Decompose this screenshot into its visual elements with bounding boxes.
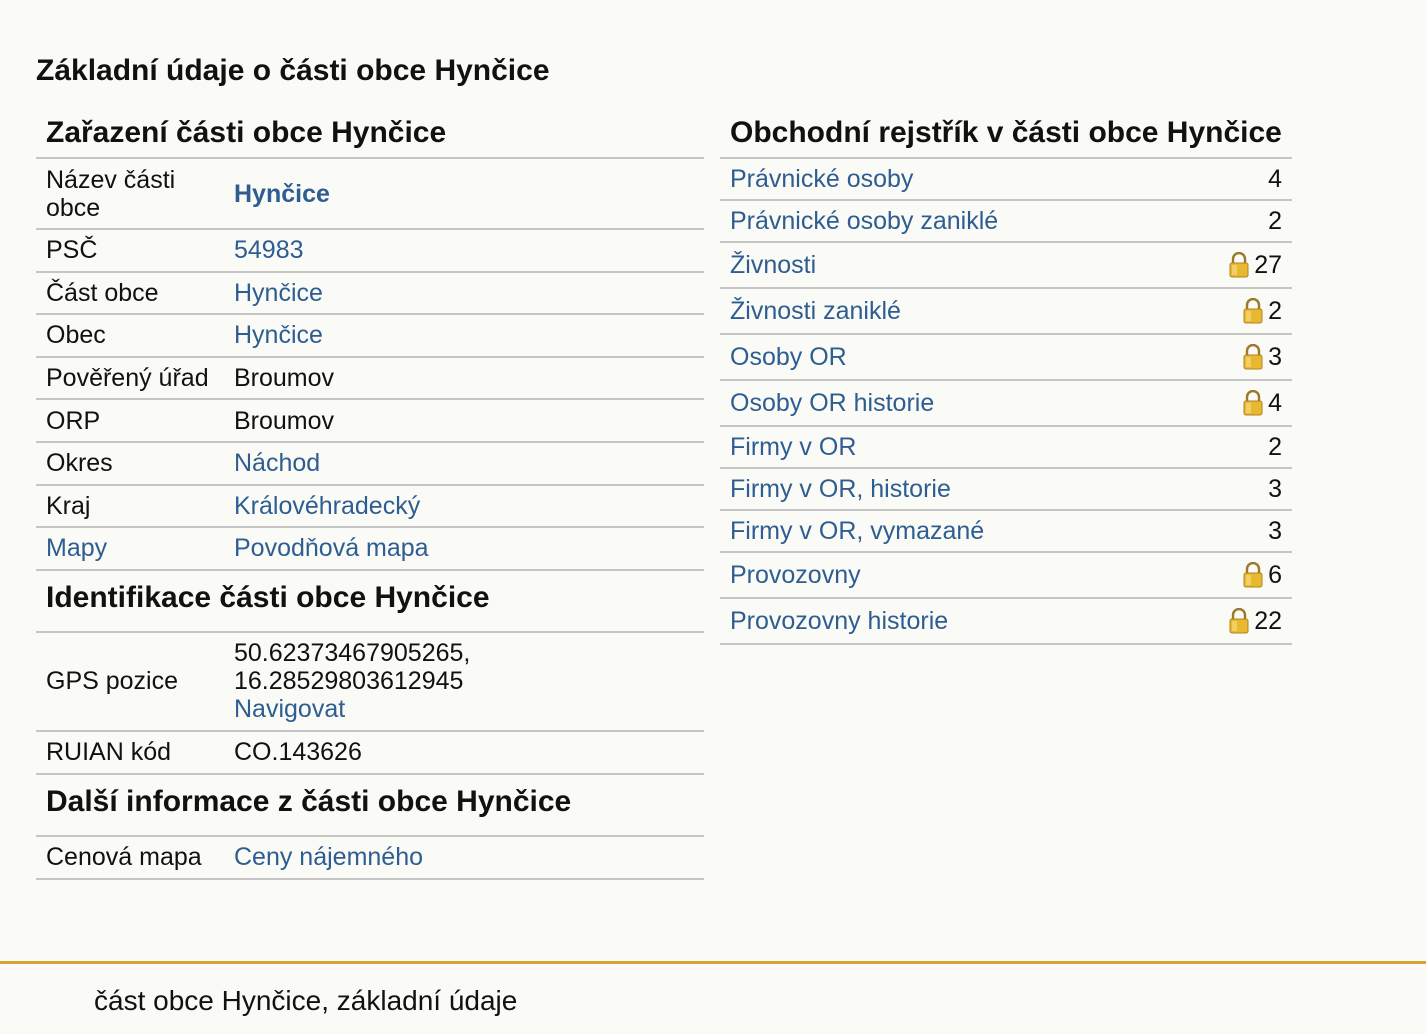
- registry-link[interactable]: Firmy v OR, historie: [730, 474, 951, 503]
- registry-link[interactable]: Provozovny: [730, 560, 861, 589]
- registry-link[interactable]: Osoby OR: [730, 342, 847, 371]
- registry-count-cell: [1242, 343, 1282, 372]
- section-title-rejstrik: Obchodní rejstřík v části obce Hynčice: [720, 108, 1292, 159]
- okres-link[interactable]: Náchod: [234, 449, 321, 478]
- registry-link[interactable]: Firmy v OR, vymazané: [730, 516, 985, 545]
- registry-count: 27: [1254, 250, 1282, 279]
- footer-divider: [0, 961, 1426, 964]
- row-label: Obec: [46, 321, 106, 350]
- registry-count: 3: [1268, 342, 1282, 371]
- registry-count: 3: [1268, 474, 1282, 503]
- row-label: Cenová mapa: [46, 843, 202, 872]
- row-obec: [36, 315, 704, 358]
- row-cast: [36, 273, 704, 316]
- registry-row: [720, 201, 1292, 243]
- section-title-zarazeni: Zařazení části obce Hynčice: [36, 108, 704, 159]
- footer-text: část obce Hynčice, základní údaje: [94, 985, 518, 1016]
- registry-row: [720, 511, 1292, 553]
- row-label: Kraj: [46, 491, 91, 520]
- row-label: PSČ: [46, 236, 98, 265]
- row-mapy: [36, 528, 704, 571]
- registry-count-cell: [1268, 475, 1282, 504]
- lock-icon: [1228, 252, 1250, 278]
- kraj-link[interactable]: Královéhradecký: [234, 491, 421, 520]
- row-orp: [36, 400, 704, 443]
- row-label: Okres: [46, 449, 113, 478]
- navigovat-link[interactable]: Navigovat: [234, 695, 346, 724]
- registry-count-cell: [1268, 517, 1282, 546]
- ruian-value: CO.143626: [234, 738, 362, 767]
- registry-link[interactable]: Právnické osoby: [730, 164, 914, 193]
- row-gps: [36, 633, 704, 732]
- obec-link[interactable]: Hynčice: [234, 321, 323, 350]
- registry-row: [720, 469, 1292, 511]
- mapy-link[interactable]: Mapy: [46, 534, 108, 563]
- povodnova-mapa-link[interactable]: Povodňová mapa: [234, 534, 429, 563]
- registry-count-cell: [1268, 207, 1282, 236]
- page-title: Základní údaje o části obce Hynčice: [36, 54, 550, 87]
- registry-count-cell: [1268, 165, 1282, 194]
- registry-row: [720, 159, 1292, 201]
- registry-row: [720, 289, 1292, 335]
- section-title-identifikace: Identifikace části obce Hynčice: [36, 571, 704, 633]
- registry-row: [720, 243, 1292, 289]
- registry-row: [720, 335, 1292, 381]
- row-nazev: [36, 159, 704, 230]
- psc-link[interactable]: 54983: [234, 236, 304, 265]
- registry-count: 6: [1268, 560, 1282, 589]
- registry-link[interactable]: Provozovny historie: [730, 606, 949, 635]
- row-poverny: [36, 358, 704, 401]
- registry-count-cell: [1228, 251, 1282, 280]
- row-label: Část obce: [46, 278, 159, 307]
- lock-icon: [1242, 562, 1264, 588]
- registry-count-cell: [1228, 607, 1282, 636]
- lock-icon: [1242, 344, 1264, 370]
- registry-count: 2: [1268, 206, 1282, 235]
- lock-icon: [1242, 390, 1264, 416]
- registry-count-cell: [1242, 389, 1282, 418]
- registry-row: [720, 599, 1292, 645]
- registry-count: 4: [1268, 388, 1282, 417]
- row-label: ORP: [46, 406, 101, 435]
- row-psc: [36, 230, 704, 273]
- row-label: Název části obce: [46, 165, 176, 222]
- row-cenova: [36, 837, 704, 880]
- registry-link[interactable]: Živnosti zaniklé: [730, 296, 901, 325]
- registry-count-cell: [1242, 297, 1282, 326]
- orp-value: Broumov: [234, 406, 335, 435]
- row-okres: [36, 443, 704, 486]
- registry-count: 2: [1268, 296, 1282, 325]
- right-column: [720, 108, 1292, 645]
- poverny-value: Broumov: [234, 364, 335, 393]
- cast-link[interactable]: Hynčice: [234, 278, 323, 307]
- registry-count: 22: [1254, 606, 1282, 635]
- registry-row: [720, 381, 1292, 427]
- registry-count-cell: [1242, 561, 1282, 590]
- registry-list: [720, 159, 1292, 645]
- registry-count: 2: [1268, 432, 1282, 461]
- lock-icon: [1228, 608, 1250, 634]
- registry-row: [720, 553, 1292, 599]
- row-ruian: [36, 732, 704, 775]
- ceny-najemneho-link[interactable]: Ceny nájemného: [234, 843, 424, 872]
- row-label: Pověřený úřad: [46, 364, 209, 393]
- registry-count: 3: [1268, 516, 1282, 545]
- section-title-dalsi: Další informace z části obce Hynčice: [36, 775, 704, 837]
- registry-link[interactable]: Živnosti: [730, 250, 817, 279]
- gps-lon: 16.28529803612945: [234, 667, 464, 696]
- registry-link[interactable]: Firmy v OR: [730, 432, 857, 461]
- nazev-link[interactable]: Hynčice: [234, 179, 330, 208]
- row-label: RUIAN kód: [46, 738, 172, 767]
- registry-count-cell: [1268, 433, 1282, 462]
- left-column: [36, 108, 704, 880]
- lock-icon: [1242, 298, 1264, 324]
- row-kraj: [36, 486, 704, 529]
- registry-link[interactable]: Osoby OR historie: [730, 388, 935, 417]
- registry-count: 4: [1268, 164, 1282, 193]
- registry-link[interactable]: Právnické osoby zaniklé: [730, 206, 999, 235]
- gps-lat: 50.62373467905265,: [234, 639, 471, 668]
- row-label: GPS pozice: [46, 667, 179, 696]
- registry-row: [720, 427, 1292, 469]
